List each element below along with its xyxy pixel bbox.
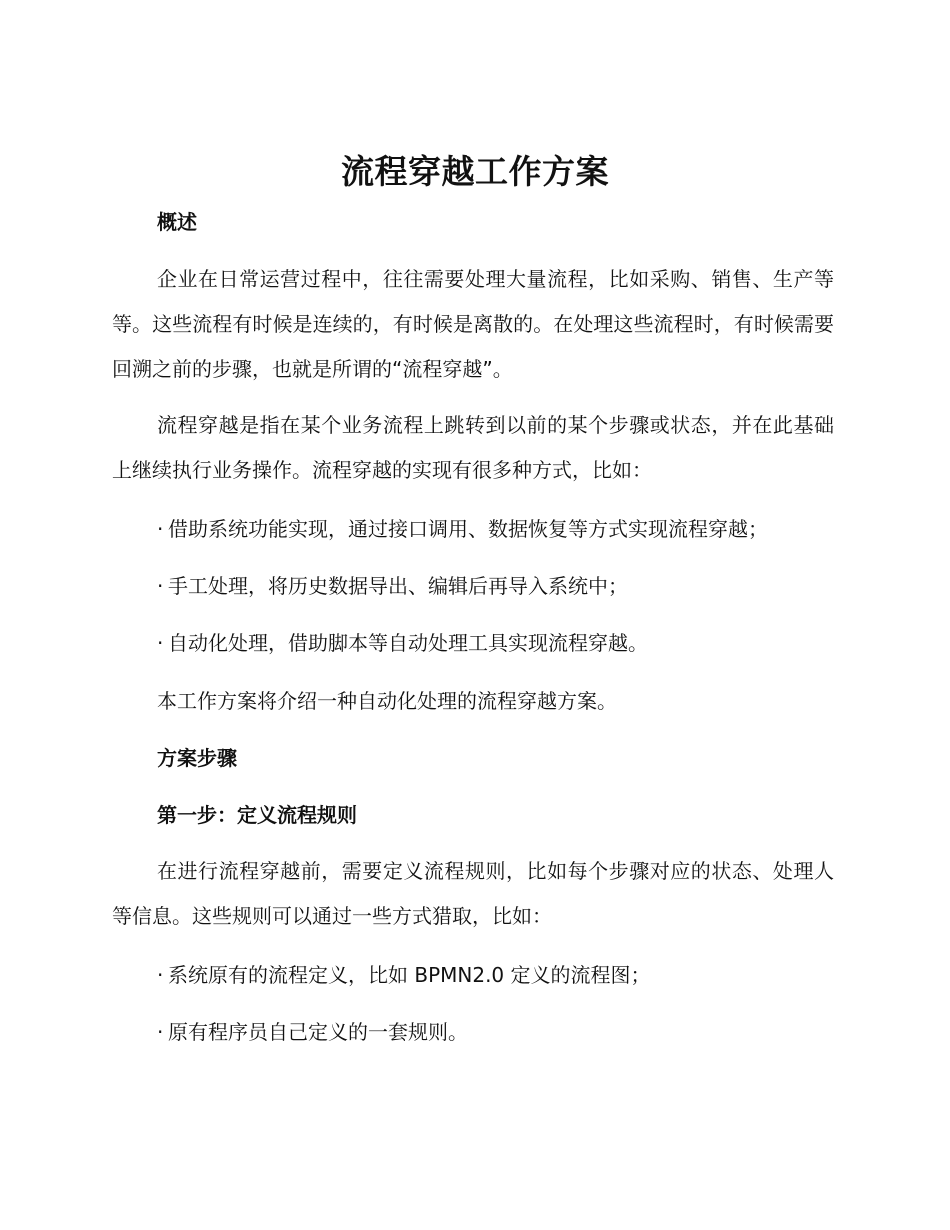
method-text: 自动化处理，借助脚本等自动处理工具实现流程穿越。 <box>168 631 648 655</box>
bullet-marker: · <box>157 1020 164 1044</box>
steps-heading: 方案步骤 <box>157 746 237 770</box>
method-text: 借助系统功能实现，通过接口调用、数据恢复等方式实现流程穿越； <box>168 517 768 541</box>
rule-source-text: 原有程序员自己定义的一套规则。 <box>168 1020 468 1044</box>
bullet-marker: · <box>157 574 164 598</box>
method-text: 手工处理，将历史数据导出、编辑后再导入系统中； <box>168 574 628 598</box>
step1-paragraph: 在进行流程穿越前，需要定义流程规则，比如每个步骤对应的状态、处理人等信息。这些规则可以通过一些方式猎取，比如： <box>112 859 834 928</box>
rule-source-list-item <box>157 1017 468 1047</box>
overview-paragraph-1: 企业在日常运营过程中，往往需要处理大量流程，比如采购、销售、生产等等。这些流程有时候是连续的，有时候是离散的。在处理这些流程时，有时候需要回溯之前的步骤，也就是所谓的“流程穿越”。 <box>112 267 834 381</box>
method-list-item <box>157 514 768 544</box>
method-list-item <box>157 628 648 658</box>
rule-source-list-item <box>157 960 651 990</box>
overview-paragraph-2: 流程穿越是指在某个业务流程上跳转到以前的某个步骤或状态，并在此基础上继续执行业务操作。流程穿越的实现有很多种方式，比如： <box>112 413 834 482</box>
intro-line: 本工作方案将介绍一种自动化处理的流程穿越方案。 <box>157 689 617 713</box>
bullet-marker: · <box>157 517 164 541</box>
document-title: 流程穿越工作方案 <box>341 152 609 191</box>
overview-heading: 概述 <box>157 210 197 234</box>
rule-source-text: 系统原有的流程定义，比如 BPMN2.0 定义的流程图； <box>168 963 651 987</box>
bullet-marker: · <box>157 963 164 987</box>
method-list-item <box>157 571 628 601</box>
step1-heading: 第一步：定义流程规则 <box>157 803 357 827</box>
bullet-marker: · <box>157 631 164 655</box>
